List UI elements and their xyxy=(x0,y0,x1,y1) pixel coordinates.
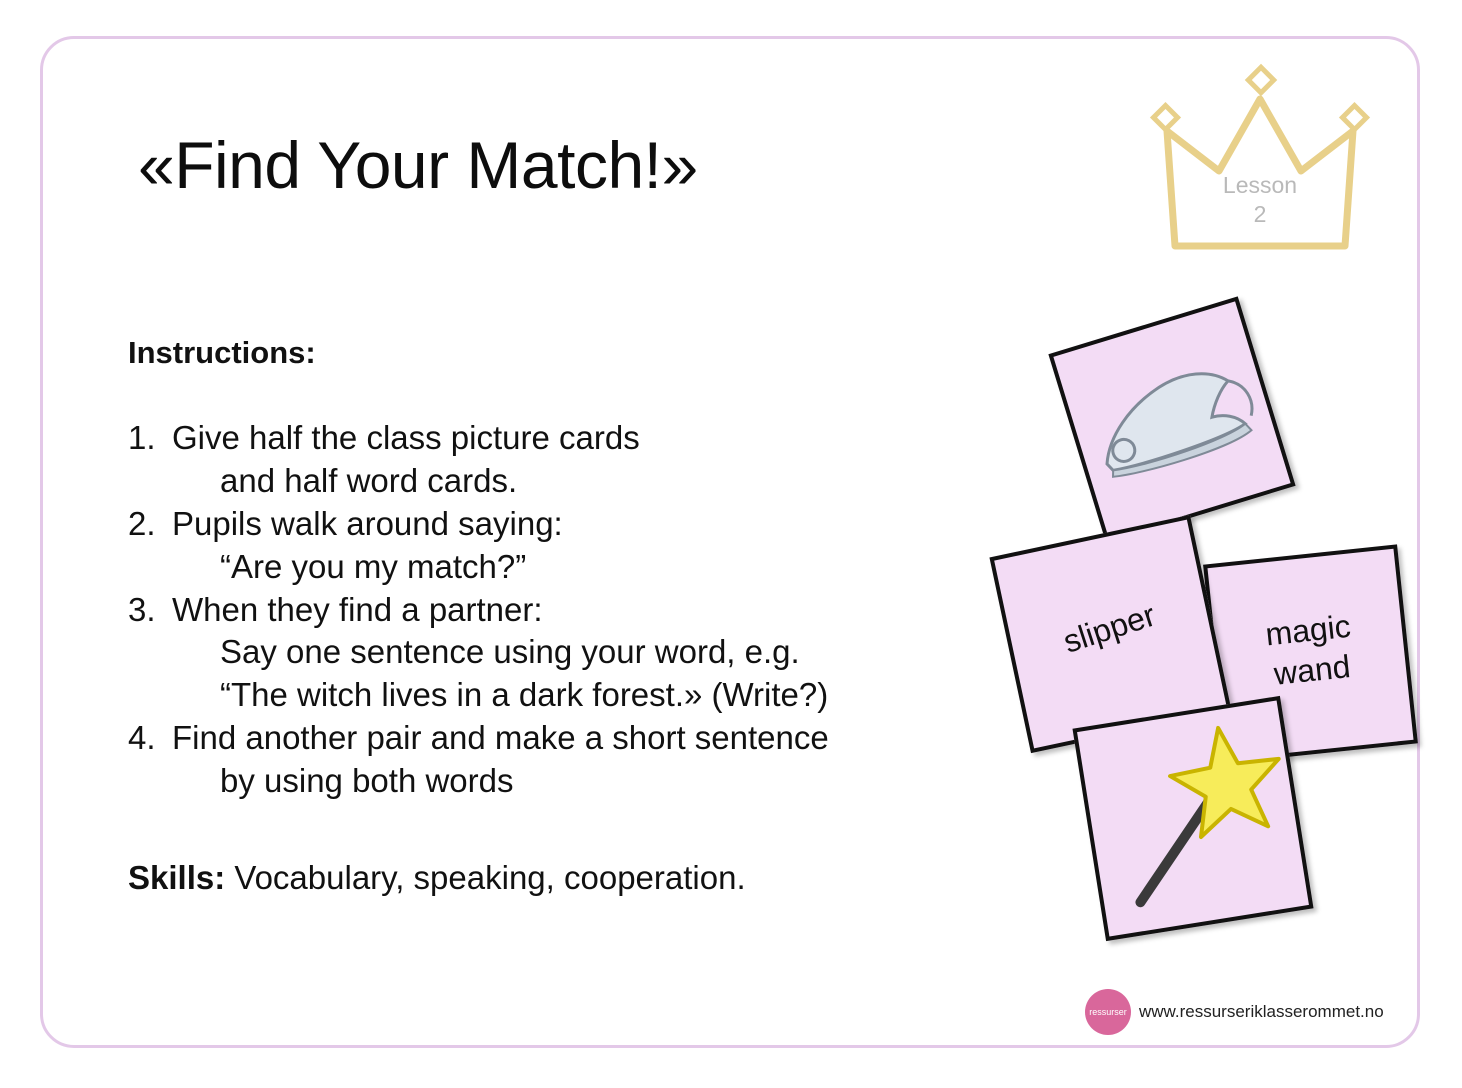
step-line: “Are you my match?” xyxy=(220,547,527,585)
list-item xyxy=(128,417,1008,503)
step-line: Say one sentence using your word, e.g. xyxy=(220,633,800,671)
step-line: When they find a partner: xyxy=(172,590,543,628)
step-line: and half word cards. xyxy=(220,461,518,499)
magic-wand-icon xyxy=(1077,701,1307,935)
lesson-number: 2 xyxy=(1253,200,1267,227)
step-body xyxy=(172,417,1008,503)
step-line: “The witch lives in a dark forest.» (Write?) xyxy=(220,676,829,714)
card-stack xyxy=(968,279,1398,959)
site-url: www.ressurseriklasserommet.no xyxy=(1139,1002,1384,1021)
card-label-line1: magic xyxy=(1263,607,1353,653)
card-label-line2: wand xyxy=(1272,648,1353,692)
step-line: Pupils walk around saying: xyxy=(172,504,563,542)
glass-slipper-icon xyxy=(1053,301,1290,538)
step-body xyxy=(172,503,1008,589)
skills-text: Vocabulary, speaking, cooperation. xyxy=(234,859,746,896)
magic-wand-picture-card xyxy=(1072,696,1313,941)
step-line: Give half the class picture cards xyxy=(172,419,640,456)
skills-label: Skills: xyxy=(128,859,226,896)
step-number: 4. xyxy=(128,719,156,757)
step-line: Find another pair and make a short sentence xyxy=(172,719,829,757)
card-label: slipper xyxy=(1058,596,1160,660)
crown-badge xyxy=(1145,61,1375,281)
glass-slipper-picture-card xyxy=(1048,296,1295,543)
skills-line xyxy=(128,859,746,897)
instructions-list xyxy=(128,417,1008,803)
list-item xyxy=(128,717,1008,803)
slide-canvas xyxy=(40,36,1420,1048)
instructions-heading: Instructions: xyxy=(128,335,316,370)
step-body xyxy=(172,717,1008,803)
site-badge-icon: ressurser xyxy=(1085,989,1131,1035)
step-number: 3. xyxy=(128,590,156,628)
step-body xyxy=(172,589,1008,718)
page-title: «Find Your Match!» xyxy=(138,128,698,202)
footer-logo xyxy=(1085,989,1384,1035)
lesson-word: Lesson xyxy=(1222,172,1298,198)
step-number: 1. xyxy=(128,419,156,456)
list-item xyxy=(128,589,1008,718)
step-line: by using both words xyxy=(220,762,514,800)
lesson-badge-label xyxy=(1145,171,1375,229)
step-number: 2. xyxy=(128,504,156,542)
card-label xyxy=(1213,600,1407,699)
list-item xyxy=(128,503,1008,589)
